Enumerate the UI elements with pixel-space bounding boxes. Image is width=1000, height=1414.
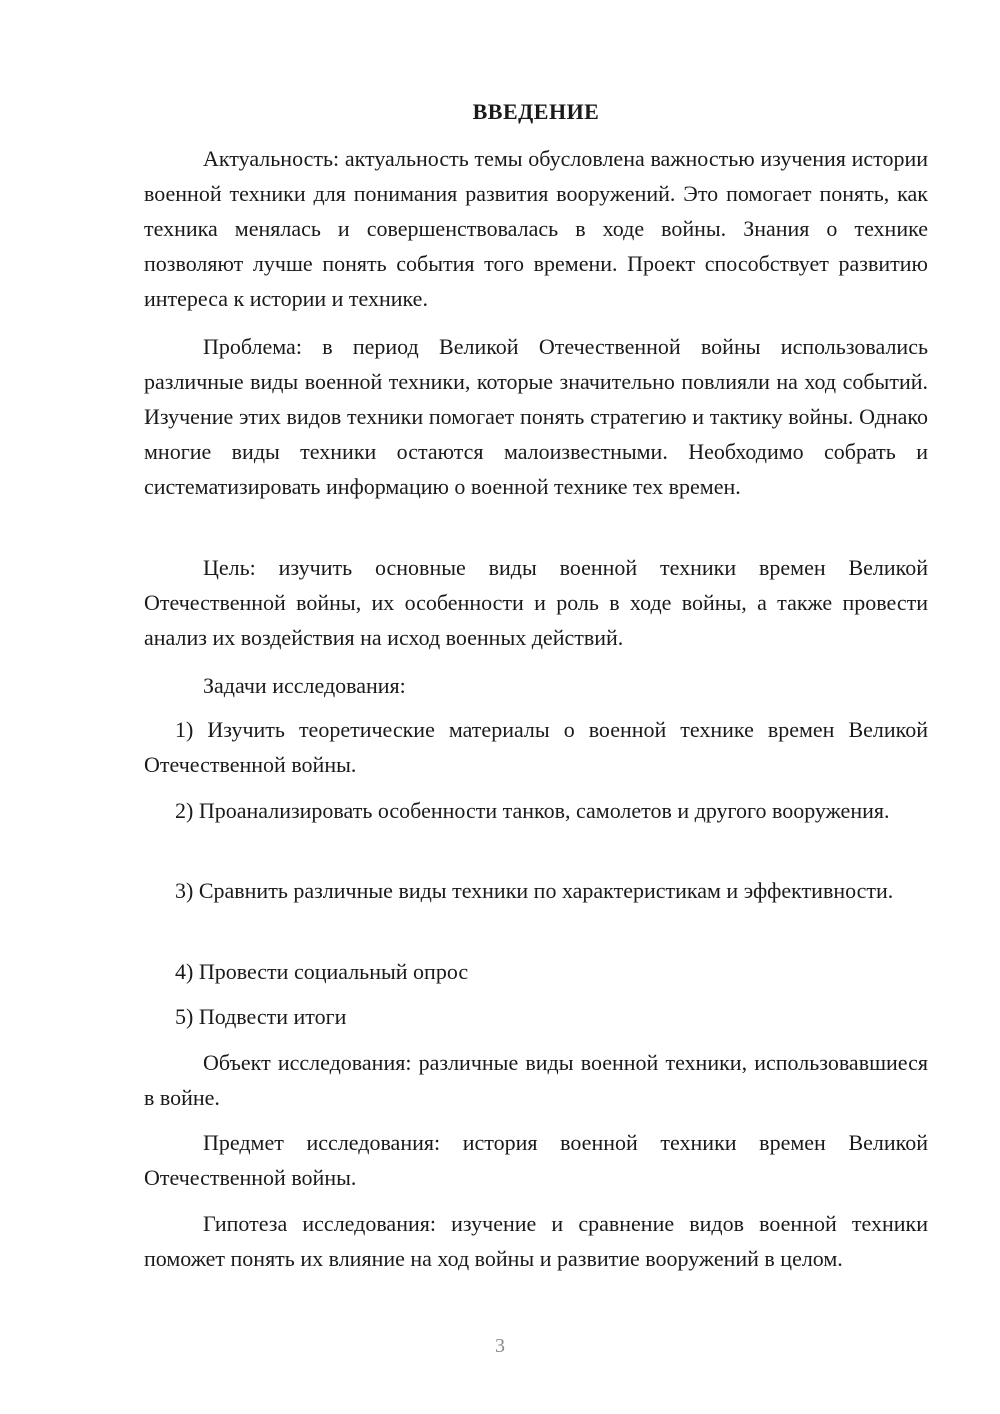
paragraph-object: Объект исследования: различные виды военной техники, использовавшиеся в войне. [144,1050,928,1110]
paragraph-goal: Цель: изучить основные виды военной техники времен Великой Отечественной войны, их особенности и роль в ходе войны, а также провести анализ их воздействия на исход военных действий. [144,555,928,650]
paragraph-problem: Проблема: в период Великой Отечественной войны использовались различные виды военной техники, которые значительно повлияли на ход событий. Изучение этих видов техники помогает понять стратегию и тактику войны. Однако многие виды техники остаются малоизвестными. Необходимо собрать и систематизировать информацию о военной технике тех времен. [144,334,928,499]
task-item-4: 4) Провести социальный опрос [175,959,469,984]
paragraph-subject: Предмет исследования: история военной техники времен Великой Отечественной войны. [144,1130,928,1190]
paragraph-hypothesis: Гипотеза исследования: изучение и сравнение видов военной техники поможет понять их влияние на ход войны и развитие вооружений в целом. [144,1211,928,1271]
task-item-3: 3) Сравнить различные виды техники по характеристикам и эффективности. [175,878,894,903]
paragraph-relevance: Актуальность: актуальность темы обусловлена важностью изучения истории военной техники для понимания развития вооружений. Это помогает понять, как техника менялась и совершенствовалась в ходе войны. Знания о технике позволяют лучше понять события того времени. Проект способствует развитию интереса к истории и технике. [144,146,928,311]
task-item-5: 5) Подвести итоги [175,1004,347,1029]
page-title: ВВЕДЕНИЕ [472,99,600,124]
task-item-1: 1) Изучить теоретические материалы о военной технике времен Великой Отечественной войны. [144,717,928,777]
tasks-heading: Задачи исследования: [203,673,406,698]
task-item-2: 2) Проанализировать особенности танков, самолетов и другого вооружения. [175,798,890,823]
page-number: 3 [495,1335,505,1357]
